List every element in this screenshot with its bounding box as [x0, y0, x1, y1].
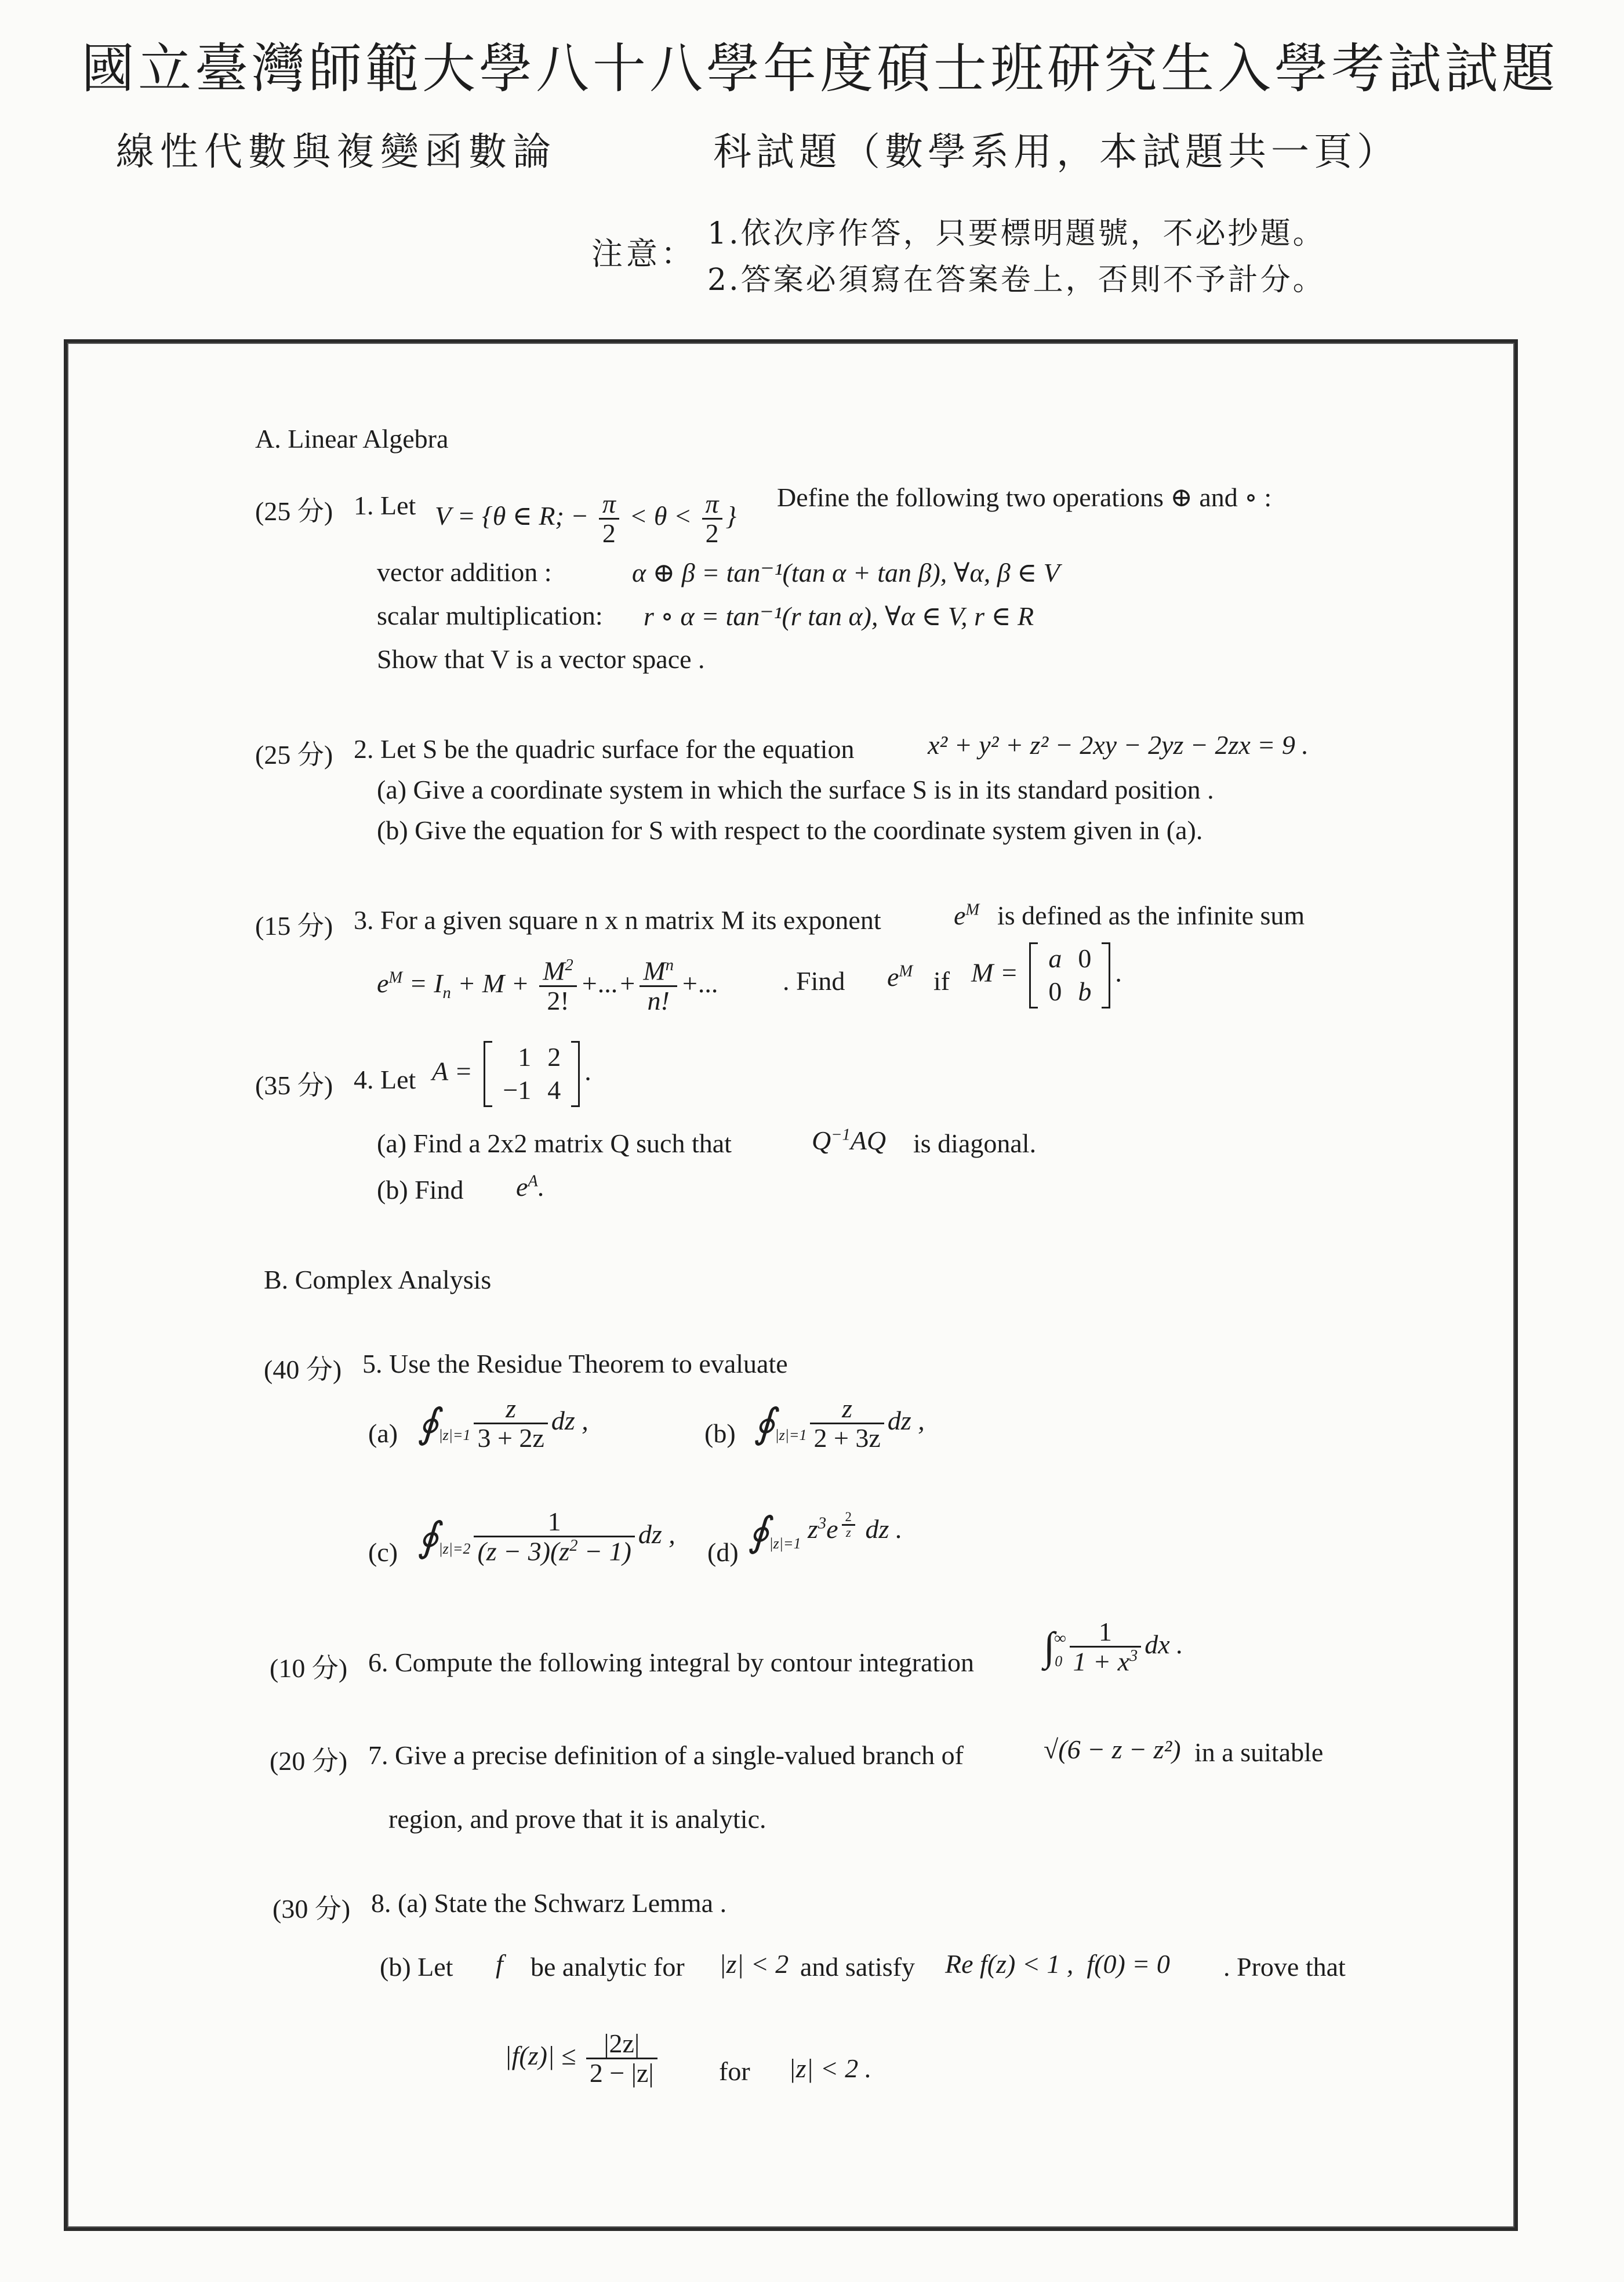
q7-points: (20 分)	[270, 1746, 348, 1776]
section-b-title: B. Complex Analysis	[264, 1265, 492, 1294]
q4-lead: 4. Let	[354, 1065, 416, 1094]
q7-lead: 7. Give a precise definition of a single-valued branch of	[368, 1740, 964, 1770]
q1-set-definition	[435, 490, 736, 548]
q7-tail: in a suitable	[1194, 1737, 1324, 1767]
q5-expr-a-visual: $∮_{|z|=1}$ $\frac{z}{3 + 2z}$ dz ,	[417, 1394, 588, 1453]
q3-lead-tail: is defined as the infinite sum	[997, 901, 1305, 930]
q2-equation: x² + y² + z² − 2xy − 2yz − 2zx = 9 .	[928, 730, 1309, 760]
q4-matrix: A = 1 2 −1 4 .	[432, 1041, 591, 1107]
q4-m12: 2	[547, 1042, 561, 1072]
q1-scalar-expr: r ∘ α = tan⁻¹(r tan α), ∀α ∈ V, r ∈ R	[644, 601, 1034, 631]
q2-lead: 2. Let S be the quadric surface for the equation	[354, 734, 855, 764]
q8-part-b-mid2: and satisfy	[800, 1952, 915, 1982]
q7-expr: √(6 − z − z²)	[1044, 1735, 1181, 1764]
q3-matrix-brackets	[1029, 942, 1110, 1008]
exam-title: 國立臺灣師範大學八十八學年度碩士班研究生入學考試試題	[81, 38, 1559, 100]
q3-eM: $e^M$	[887, 962, 913, 992]
q4-eA: $e^A$.	[516, 1172, 545, 1202]
q6-points: (10 分)	[270, 1653, 348, 1683]
q3-m11: a	[1048, 944, 1062, 973]
q3-matrix: M = a 0 0 b .	[971, 942, 1122, 1008]
q4-part-a: (a) Find a 2x2 matrix Q such that	[377, 1129, 732, 1158]
q5-expr-b-visual: $∮_{|z|=1}$ $\frac{z}{2 + 3z}$ dz ,	[754, 1394, 925, 1453]
q8-f: f	[496, 1949, 503, 1979]
q8-cond: |z| < 2 .	[789, 2054, 872, 2083]
q5-label-d: (d)	[707, 1537, 739, 1567]
q6-expr-visual: $\int_0^\infty$ $\frac{1}{1 + x^3}$ dx .	[1044, 1617, 1183, 1677]
q6-lead: 6. Compute the following integral by contour integration	[368, 1648, 975, 1677]
q4-part-b: (b) Find	[377, 1175, 464, 1205]
q4-m11: 1	[518, 1042, 532, 1072]
q8-part-b-tail: . Prove that	[1223, 1952, 1346, 1982]
q4-m21: −1	[503, 1075, 532, 1105]
q3-series	[377, 957, 719, 1015]
q5-label-b: (b)	[704, 1418, 736, 1448]
q5-expr-d	[748, 1508, 902, 1556]
notice-label: 注意：	[591, 235, 696, 272]
q3-find: . Find	[783, 966, 845, 996]
q4-m22: 4	[547, 1075, 561, 1105]
q5-lead: 5. Use the Residue Theorem to evaluate	[362, 1349, 788, 1378]
q8-part-b-lead: (b) Let	[380, 1952, 453, 1982]
q7-line2: region, and prove that it is analytic.	[388, 1804, 766, 1834]
q5-points: (40 分)	[264, 1355, 342, 1384]
q8-for: for	[719, 2056, 750, 2086]
q5-expr-c	[417, 1508, 675, 1566]
q1-lead: 1. Let	[354, 491, 416, 520]
q8-part-b-mid: be analytic for	[531, 1952, 685, 1982]
q1-scalar-label: scalar multiplication:	[377, 601, 603, 630]
q5-label-c: (c)	[368, 1537, 398, 1567]
section-a-title: A. Linear Algebra	[255, 424, 449, 454]
q3-m12: 0	[1078, 944, 1092, 973]
q8-conditions: Re f(z) < 1 , f(0) = 0	[945, 1949, 1170, 1979]
q3-exponent: $e^M$	[954, 901, 980, 930]
q8-points: (30 分)	[273, 1894, 351, 1924]
q1-show: Show that V is a vector space .	[377, 644, 705, 674]
q5-expr-d-visual: $∮_{|z|=1}$ $z^3e$ $^{\frac{2}{z}}$ dz .	[748, 1509, 903, 1555]
q8-conclusion	[504, 2030, 661, 2088]
q3-series-visual: $e^M = I_n + M$ + $\frac{M^2}{2!}$ +...+ $\frac{M^n}{n!}$ +...	[377, 956, 719, 1015]
q2-part-a: (a) Give a coordinate system in which the surface S is in its standard position .	[377, 775, 1214, 804]
q1-define: Define the following two operations ⊕ and ∘ :	[777, 482, 1272, 512]
q4-points: (35 分)	[255, 1071, 333, 1100]
q8-part-a: 8. (a) State the Schwarz Lemma .	[371, 1888, 727, 1918]
q2-points: (25 分)	[255, 740, 333, 770]
q8-conclusion-visual: |f(z)| ≤ $\frac{|2z|}{2 - |z|}$	[504, 2041, 661, 2070]
q3-m21: 0	[1048, 976, 1062, 1006]
q8-domain: |z| < 2	[719, 1949, 789, 1979]
q3-points: (15 分)	[255, 911, 333, 941]
q1-set-visual: V = {θ ∈ R; − $\frac{\pi}{2}$ < θ < $\frac{\pi}{2}$ }	[435, 489, 736, 549]
q1-add-label: vector addition :	[377, 557, 552, 587]
q3-if: if	[933, 966, 950, 996]
q5-label-a: (a)	[368, 1418, 398, 1448]
q3-lead: 3. For a given square n x n matrix M its exponent	[354, 905, 881, 935]
q5-expr-a	[417, 1395, 588, 1453]
q2-part-b: (b) Give the equation for S with respect to the coordinate system given in (a).	[377, 815, 1203, 845]
notice-line-2: 2.答案必須寫在答案卷上，否則不予計分。	[707, 263, 1325, 298]
exam-subject: 線性代數與複變函數論	[116, 129, 557, 174]
notice-line-1: 1.依次序作答，只要標明題號，不必抄題。	[707, 216, 1325, 251]
q5-expr-c-visual: $∮_{|z|=2}$ $\frac{1}{(z - 3)(z^2 - 1)}$ dz ,	[417, 1507, 675, 1566]
q1-points: (25 分)	[255, 496, 333, 526]
q6-expr	[1044, 1618, 1183, 1676]
q4-part-a-tail: is diagonal.	[913, 1129, 1037, 1158]
exam-subject-suffix: 科試題（數學系用，本試題共一頁）	[713, 129, 1400, 174]
q5-expr-b	[754, 1395, 925, 1453]
q4-matrix-brackets	[484, 1041, 580, 1107]
q4-diag-expr: $Q^{-1}AQ$	[812, 1126, 887, 1155]
q1-add-expr: α ⊕ β = tan⁻¹(tan α + tan β), ∀α, β ∈ V	[632, 558, 1060, 587]
q3-m22: b	[1078, 976, 1092, 1006]
